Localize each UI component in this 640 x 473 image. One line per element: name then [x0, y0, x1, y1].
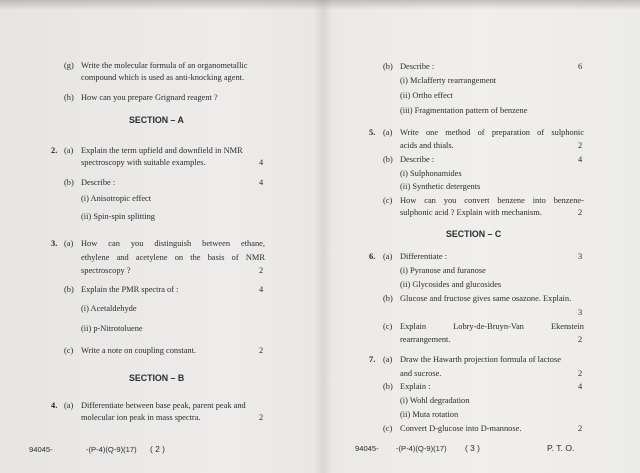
- q7b-item-2: (ii) Muta rotation: [400, 410, 459, 419]
- q7b-text: Explain :: [400, 382, 431, 391]
- q7c-label: (c): [383, 424, 393, 433]
- q2-number: 2.: [51, 146, 58, 155]
- q7a-text-line1: Draw the Hawarth projection formula of lactose: [400, 355, 561, 364]
- q1g-text-line1: Write the molecular formula of an organometallic: [81, 61, 248, 70]
- q3a-label: (a): [64, 239, 74, 248]
- q4-number: 4.: [51, 401, 58, 410]
- q6a-text: Differentiate :: [400, 252, 448, 261]
- q7b-item-1: (i) Wohl degradation: [400, 396, 470, 405]
- left-footer-page: ( 2 ): [150, 444, 165, 454]
- q2b-marks: 4: [259, 178, 264, 187]
- q1g-text-line2: compound which is used as anti-knocking agent.: [81, 73, 245, 82]
- q4b-item-3: (iii) Fragmentation pattern of benzene: [400, 106, 528, 115]
- q7b-label: (b): [383, 382, 393, 391]
- q6b-marks: 3: [578, 308, 583, 317]
- q2b-text: Describe :: [81, 178, 116, 187]
- q3b-label: (b): [64, 285, 74, 294]
- q2a-marks: 4: [259, 158, 264, 167]
- right-footer-page: ( 3 ): [465, 443, 480, 453]
- q5a-label: (a): [383, 128, 393, 137]
- q5c-marks: 2: [578, 208, 583, 217]
- q2a-text-line2: spectroscopy with suitable examples.: [81, 158, 206, 167]
- q6c-marks: 2: [578, 335, 583, 344]
- q5a-text-line1: Write one method of preparation of sulphonic: [400, 128, 584, 137]
- q3a-text-line1: How can you distinguish between ethane,: [81, 239, 265, 248]
- q4a-label: (a): [64, 401, 74, 410]
- q3a-marks: 2: [259, 266, 264, 275]
- q6b-text: Glucose and fructose gives same osazone. Explain.: [400, 294, 572, 303]
- q3c-marks: 2: [259, 346, 264, 355]
- q7a-marks: 2: [578, 369, 583, 378]
- q7b-marks: 4: [578, 382, 583, 391]
- q3c-label: (c): [64, 346, 74, 355]
- q6c-text-line2: rearrangement.: [400, 335, 451, 344]
- q4a-text-line2: molecular ion peak in mass spectra.: [81, 413, 201, 422]
- q4b-item-1: (i) Mclafferty rearrangement: [400, 76, 497, 85]
- q3b-text: Explain the PMR spectra of :: [81, 285, 179, 294]
- q3b-item-1: (i) Acetaldehyde: [81, 304, 137, 313]
- section-a-title: SECTION – A: [129, 115, 184, 125]
- page-shadow: [0, 0, 640, 10]
- q2b-item-2: (ii) Spin-spin splitting: [81, 212, 155, 221]
- q2b-item-1: (i) Anisotropic effect: [81, 194, 152, 203]
- q5b-item-1: (i) Sulphonamides: [400, 169, 462, 178]
- q4a-marks: 2: [259, 413, 264, 422]
- q6b-label: (b): [383, 294, 393, 303]
- q3b-item-2: (ii) p-Nitrotoluene: [81, 324, 143, 333]
- q4b-text: Describe :: [400, 62, 435, 71]
- q4b-item-2: (ii) Ortho effect: [400, 91, 453, 100]
- q6a-item-1: (i) Pyranose and furanose: [400, 266, 486, 275]
- q1g-label: (g): [64, 61, 74, 70]
- q7a-label: (a): [383, 355, 393, 364]
- q6c-label: (c): [383, 322, 393, 331]
- q5a-marks: 2: [578, 141, 583, 150]
- q6-number: 6.: [369, 252, 376, 261]
- q5-number: 5.: [369, 128, 376, 137]
- q1h-text: How can you prepare Grignard reagent ?: [81, 93, 218, 102]
- q5c-text-line1: How can you convert benzene into benzene-: [400, 196, 584, 205]
- right-footer-series: -(P-4)(Q-9)(17): [396, 444, 447, 453]
- q2b-label: (b): [64, 178, 74, 187]
- q6a-label: (a): [383, 252, 393, 261]
- q7a-text-line2: and sucrose.: [400, 369, 442, 378]
- q6a-item-2: (ii) Glycosides and glucosides: [400, 280, 502, 289]
- section-b-title: SECTION – B: [129, 373, 185, 383]
- q5a-text-line2: acids and thials.: [400, 141, 454, 150]
- q3c-text: Write a note on coupling constant.: [81, 346, 197, 355]
- q3-number: 3.: [51, 239, 58, 248]
- q5c-text-line2: sulphonic acid ? Explain with mechanism.: [400, 208, 542, 217]
- left-footer-series: -(P-4)(Q-9)(17): [86, 445, 137, 454]
- q3b-marks: 4: [259, 285, 264, 294]
- pto-label: P. T. O.: [547, 443, 575, 453]
- q5b-marks: 4: [578, 155, 583, 164]
- q5b-text: Describe :: [400, 155, 435, 164]
- q6a-marks: 3: [578, 252, 583, 261]
- q7c-marks: 2: [578, 424, 583, 433]
- q3a-text-line2: ethylene and acetylene on the basis of NMR: [81, 253, 265, 262]
- q2a-text-line1: Explain the term upfield and downfield in NMR: [81, 146, 243, 155]
- q5b-label: (b): [383, 155, 393, 164]
- section-c-title: SECTION – C: [446, 229, 502, 239]
- q3a-text-line3: spectroscopy ?: [81, 266, 131, 275]
- q7c-text: Convert D-glucose into D-mannose.: [400, 424, 522, 433]
- q5b-item-2: (ii) Synthetic detergents: [400, 182, 481, 191]
- q5c-label: (c): [383, 196, 393, 205]
- q7-number: 7.: [369, 355, 376, 364]
- q6c-text-line1: Explain Lobry-de-Bruyn-Van Ekenstein: [400, 322, 584, 331]
- q4b-label: (b): [383, 62, 393, 71]
- right-footer-code: 94045-: [355, 444, 379, 453]
- q1h-label: (h): [64, 93, 74, 102]
- q2a-label: (a): [64, 146, 74, 155]
- q4a-text-line1: Differentiate between base peak, parent peak and: [81, 401, 246, 410]
- q4b-marks: 6: [578, 62, 583, 71]
- left-footer-code: 94045-: [29, 445, 53, 454]
